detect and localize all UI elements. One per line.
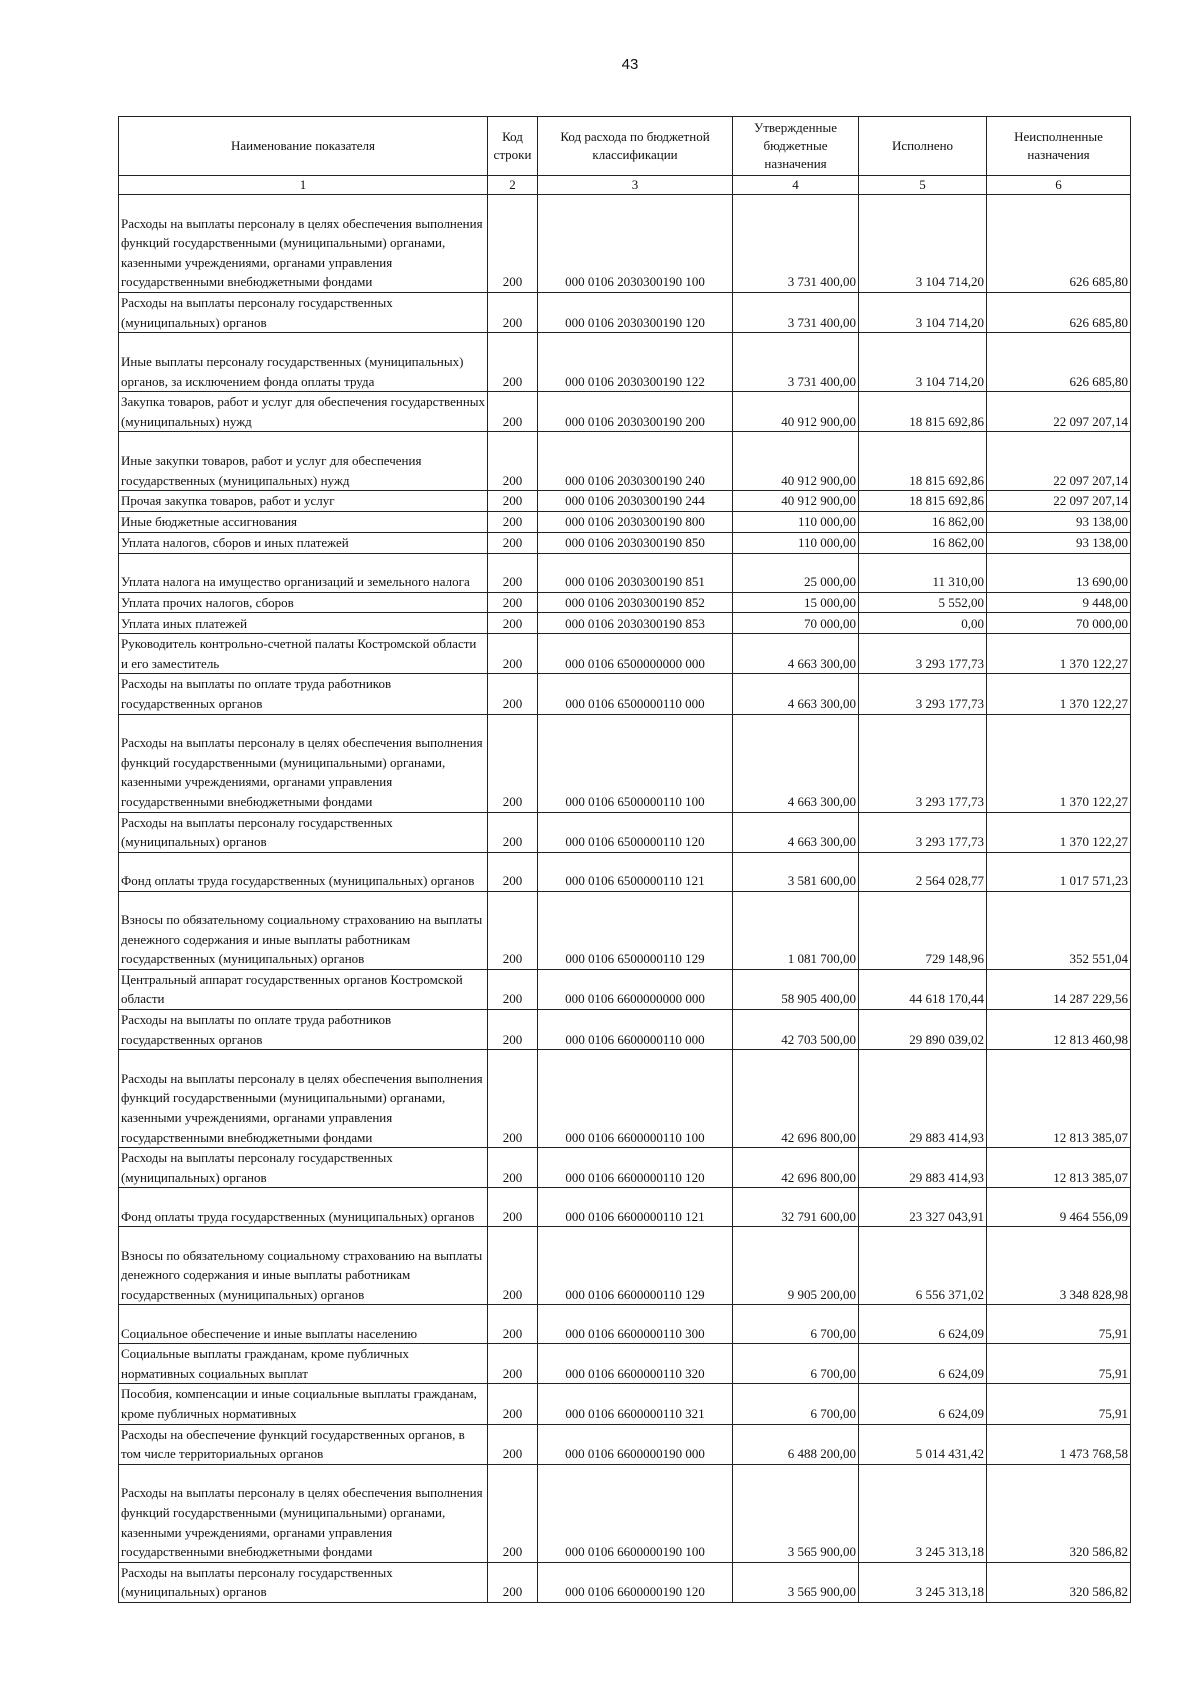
executed-amount-cell: 6 624,09 [859,1305,987,1344]
table-row [119,891,1131,969]
column-number: 4 [733,176,859,195]
executed-amount-cell: 18 815 692,86 [859,392,987,432]
indicator-name-cell: Социальные выплаты гражданам, кроме публичных нормативных социальных выплат [119,1344,488,1384]
unexecuted-amount-cell: 1 017 571,23 [987,852,1131,891]
classification-code-cell: 000 0106 6600000110 121 [538,1188,733,1227]
executed-amount-cell: 18 815 692,86 [859,432,987,491]
executed-amount-cell: 16 862,00 [859,532,987,553]
line-code-cell: 200 [488,714,538,812]
classification-code-cell: 000 0106 2030300190 122 [538,333,733,392]
classification-code-cell: 000 0106 6600000110 320 [538,1344,733,1384]
executed-amount-cell: 18 815 692,86 [859,491,987,512]
indicator-name-cell: Взносы по обязательному социальному страхованию на выплаты денежного содержания и иные выплаты работникам государственных (муниципальных) органов [119,891,488,969]
unexecuted-amount-cell: 22 097 207,14 [987,432,1131,491]
table-row [119,1344,1131,1384]
column-number: 2 [488,176,538,195]
unexecuted-amount-cell: 320 586,82 [987,1562,1131,1602]
approved-amount-cell: 40 912 900,00 [733,432,859,491]
approved-amount-cell: 6 700,00 [733,1344,859,1384]
indicator-name-cell: Расходы на обеспечение функций государственных органов, в том числе территориальных органов [119,1424,488,1464]
line-code-cell: 200 [488,553,538,592]
page-number: 43 [621,56,639,73]
executed-amount-cell: 3 245 313,18 [859,1562,987,1602]
executed-amount-cell: 5 014 431,42 [859,1424,987,1464]
executed-amount-cell: 3 104 714,20 [859,293,987,333]
unexecuted-amount-cell: 626 685,80 [987,293,1131,333]
table-row [119,674,1131,714]
executed-amount-cell: 3 104 714,20 [859,333,987,392]
unexecuted-amount-cell: 9 464 556,09 [987,1188,1131,1227]
indicator-name-cell: Расходы на выплаты персоналу в целях обеспечения выполнения функций государственными (муниципальными) органами, казенными учреждениями, органами управления государственными внебюджетными фондами [119,714,488,812]
approved-amount-cell: 4 663 300,00 [733,812,859,852]
classification-code-cell: 000 0106 6600000110 100 [538,1050,733,1148]
table-row [119,714,1131,812]
unexecuted-amount-cell: 626 685,80 [987,333,1131,392]
indicator-name-cell: Уплата налога на имущество организаций и земельного налога [119,553,488,592]
classification-code-cell: 000 0106 2030300190 200 [538,392,733,432]
approved-amount-cell: 4 663 300,00 [733,634,859,674]
table-row [119,1562,1131,1602]
classification-code-cell: 000 0106 6600000110 300 [538,1305,733,1344]
line-code-cell: 200 [488,969,538,1009]
indicator-name-cell: Уплата налогов, сборов и иных платежей [119,532,488,553]
approved-amount-cell: 70 000,00 [733,613,859,634]
classification-code-cell: 000 0106 6600000190 120 [538,1562,733,1602]
unexecuted-amount-cell: 12 813 460,98 [987,1009,1131,1049]
executed-amount-cell: 29 890 039,02 [859,1009,987,1049]
table-row [119,1384,1131,1424]
indicator-name-cell: Фонд оплаты труда государственных (муниципальных) органов [119,1188,488,1227]
classification-code-cell: 000 0106 6500000110 000 [538,674,733,714]
table-row [119,491,1131,512]
indicator-name-cell: Расходы на выплаты персоналу в целях обеспечения выполнения функций государственными (муниципальными) органами, казенными учреждениями, органами управления государственными внебюджетными фондами [119,1050,488,1148]
classification-code-cell: 000 0106 2030300190 852 [538,592,733,613]
header-line-code: Код строки [488,117,538,176]
classification-code-cell: 000 0106 6600000190 100 [538,1464,733,1562]
line-code-cell: 200 [488,195,538,293]
indicator-name-cell: Расходы на выплаты персоналу в целях обеспечения выполнения функций государственными (муниципальными) органами, казенными учреждениями, органами управления государственными внебюджетными фондами [119,1464,488,1562]
line-code-cell: 200 [488,432,538,491]
table-row [119,432,1131,491]
line-code-cell: 200 [488,1344,538,1384]
indicator-name-cell: Закупка товаров, работ и услуг для обеспечения государственных (муниципальных) нужд [119,392,488,432]
classification-code-cell: 000 0106 6500000110 129 [538,891,733,969]
unexecuted-amount-cell: 75,91 [987,1305,1131,1344]
executed-amount-cell: 3 293 177,73 [859,674,987,714]
table-header-row [119,117,1131,176]
unexecuted-amount-cell: 22 097 207,14 [987,392,1131,432]
indicator-name-cell: Расходы на выплаты по оплате труда работников государственных органов [119,674,488,714]
approved-amount-cell: 3 565 900,00 [733,1464,859,1562]
header-budget-classification-code: Код расхода по бюджетной классификации [538,117,733,176]
line-code-cell: 200 [488,1148,538,1188]
approved-amount-cell: 110 000,00 [733,532,859,553]
classification-code-cell: 000 0106 2030300190 120 [538,293,733,333]
approved-amount-cell: 42 696 800,00 [733,1148,859,1188]
line-code-cell: 200 [488,812,538,852]
indicator-name-cell: Фонд оплаты труда государственных (муниципальных) органов [119,852,488,891]
approved-amount-cell: 42 696 800,00 [733,1050,859,1148]
table-row [119,1424,1131,1464]
line-code-cell: 200 [488,511,538,532]
approved-amount-cell: 15 000,00 [733,592,859,613]
table-row [119,195,1131,293]
unexecuted-amount-cell: 3 348 828,98 [987,1227,1131,1305]
table-row [119,293,1131,333]
budget-execution-table [118,116,1131,1603]
unexecuted-amount-cell: 352 551,04 [987,891,1131,969]
table-row [119,392,1131,432]
line-code-cell: 200 [488,613,538,634]
table-row [119,1050,1131,1148]
line-code-cell: 200 [488,634,538,674]
executed-amount-cell: 5 552,00 [859,592,987,613]
approved-amount-cell: 110 000,00 [733,511,859,532]
header-approved-assignments: Утвержденные бюджетные назначения [733,117,859,176]
unexecuted-amount-cell: 9 448,00 [987,592,1131,613]
unexecuted-amount-cell: 13 690,00 [987,553,1131,592]
classification-code-cell: 000 0106 2030300190 853 [538,613,733,634]
executed-amount-cell: 29 883 414,93 [859,1050,987,1148]
line-code-cell: 200 [488,1050,538,1148]
classification-code-cell: 000 0106 6600000190 000 [538,1424,733,1464]
indicator-name-cell: Уплата иных платежей [119,613,488,634]
indicator-name-cell: Расходы на выплаты персоналу государственных (муниципальных) органов [119,1148,488,1188]
line-code-cell: 200 [488,293,538,333]
unexecuted-amount-cell: 75,91 [987,1344,1131,1384]
header-unexecuted-assignments: Неисполненные назначения [987,117,1131,176]
classification-code-cell: 000 0106 6500000110 100 [538,714,733,812]
executed-amount-cell: 0,00 [859,613,987,634]
table-row [119,852,1131,891]
unexecuted-amount-cell: 12 813 385,07 [987,1148,1131,1188]
line-code-cell: 200 [488,1009,538,1049]
line-code-cell: 200 [488,1424,538,1464]
unexecuted-amount-cell: 1 370 122,27 [987,812,1131,852]
line-code-cell: 200 [488,674,538,714]
table-row [119,511,1131,532]
line-code-cell: 200 [488,1464,538,1562]
unexecuted-amount-cell: 14 287 229,56 [987,969,1131,1009]
unexecuted-amount-cell: 70 000,00 [987,613,1131,634]
indicator-name-cell: Расходы на выплаты персоналу государственных (муниципальных) органов [119,293,488,333]
line-code-cell: 200 [488,1227,538,1305]
indicator-name-cell: Расходы на выплаты персоналу в целях обеспечения выполнения функций государственными (муниципальными) органами, казенными учреждениями, органами управления государственными внебюджетными фондами [119,195,488,293]
classification-code-cell: 000 0106 6500000000 000 [538,634,733,674]
executed-amount-cell: 3 293 177,73 [859,812,987,852]
indicator-name-cell: Иные бюджетные ассигнования [119,511,488,532]
table-row [119,553,1131,592]
indicator-name-cell: Пособия, компенсации и иные социальные выплаты гражданам, кроме публичных нормативных [119,1384,488,1424]
table-row [119,1009,1131,1049]
executed-amount-cell: 6 624,09 [859,1384,987,1424]
executed-amount-cell: 3 104 714,20 [859,195,987,293]
approved-amount-cell: 40 912 900,00 [733,392,859,432]
executed-amount-cell: 729 148,96 [859,891,987,969]
column-number: 3 [538,176,733,195]
indicator-name-cell: Центральный аппарат государственных органов Костромской области [119,969,488,1009]
classification-code-cell: 000 0106 6500000110 121 [538,852,733,891]
classification-code-cell: 000 0106 6600000110 129 [538,1227,733,1305]
approved-amount-cell: 3 731 400,00 [733,195,859,293]
classification-code-cell: 000 0106 2030300190 100 [538,195,733,293]
executed-amount-cell: 6 556 371,02 [859,1227,987,1305]
unexecuted-amount-cell: 320 586,82 [987,1464,1131,1562]
header-executed: Исполнено [859,117,987,176]
line-code-cell: 200 [488,491,538,512]
approved-amount-cell: 25 000,00 [733,553,859,592]
approved-amount-cell: 3 731 400,00 [733,333,859,392]
classification-code-cell: 000 0106 6600000000 000 [538,969,733,1009]
line-code-cell: 200 [488,1562,538,1602]
executed-amount-cell: 3 293 177,73 [859,634,987,674]
classification-code-cell: 000 0106 6600000110 321 [538,1384,733,1424]
table-row [119,969,1131,1009]
approved-amount-cell: 58 905 400,00 [733,969,859,1009]
approved-amount-cell: 3 731 400,00 [733,293,859,333]
line-code-cell: 200 [488,392,538,432]
approved-amount-cell: 6 488 200,00 [733,1424,859,1464]
indicator-name-cell: Расходы на выплаты по оплате труда работников государственных органов [119,1009,488,1049]
table-row [119,532,1131,553]
unexecuted-amount-cell: 93 138,00 [987,511,1131,532]
table-row [119,613,1131,634]
table-row [119,1188,1131,1227]
column-number: 5 [859,176,987,195]
indicator-name-cell: Прочая закупка товаров, работ и услуг [119,491,488,512]
classification-code-cell: 000 0106 2030300190 240 [538,432,733,491]
table-row [119,1464,1131,1562]
table-row [119,812,1131,852]
indicator-name-cell: Иные выплаты персоналу государственных (муниципальных) органов, за исключением фонда оплаты труда [119,333,488,392]
table-row [119,1148,1131,1188]
line-code-cell: 200 [488,1384,538,1424]
line-code-cell: 200 [488,1305,538,1344]
unexecuted-amount-cell: 22 097 207,14 [987,491,1131,512]
unexecuted-amount-cell: 1 370 122,27 [987,634,1131,674]
approved-amount-cell: 32 791 600,00 [733,1188,859,1227]
approved-amount-cell: 4 663 300,00 [733,714,859,812]
approved-amount-cell: 40 912 900,00 [733,491,859,512]
indicator-name-cell: Уплата прочих налогов, сборов [119,592,488,613]
classification-code-cell: 000 0106 6600000110 120 [538,1148,733,1188]
approved-amount-cell: 1 081 700,00 [733,891,859,969]
table-body [119,195,1131,1603]
table-row [119,1227,1131,1305]
approved-amount-cell: 42 703 500,00 [733,1009,859,1049]
unexecuted-amount-cell: 93 138,00 [987,532,1131,553]
executed-amount-cell: 3 245 313,18 [859,1464,987,1562]
approved-amount-cell: 6 700,00 [733,1384,859,1424]
executed-amount-cell: 16 862,00 [859,511,987,532]
unexecuted-amount-cell: 1 370 122,27 [987,674,1131,714]
line-code-cell: 200 [488,333,538,392]
executed-amount-cell: 23 327 043,91 [859,1188,987,1227]
approved-amount-cell: 3 581 600,00 [733,852,859,891]
indicator-name-cell: Расходы на выплаты персоналу государственных (муниципальных) органов [119,812,488,852]
classification-code-cell: 000 0106 2030300190 851 [538,553,733,592]
unexecuted-amount-cell: 75,91 [987,1384,1131,1424]
approved-amount-cell: 6 700,00 [733,1305,859,1344]
unexecuted-amount-cell: 1 473 768,58 [987,1424,1131,1464]
line-code-cell: 200 [488,532,538,553]
executed-amount-cell: 2 564 028,77 [859,852,987,891]
classification-code-cell: 000 0106 2030300190 244 [538,491,733,512]
header-indicator-name: Наименование показателя [119,117,488,176]
line-code-cell: 200 [488,852,538,891]
approved-amount-cell: 3 565 900,00 [733,1562,859,1602]
executed-amount-cell: 44 618 170,44 [859,969,987,1009]
classification-code-cell: 000 0106 6600000110 000 [538,1009,733,1049]
unexecuted-amount-cell: 1 370 122,27 [987,714,1131,812]
classification-code-cell: 000 0106 2030300190 850 [538,532,733,553]
table-row [119,1305,1131,1344]
indicator-name-cell: Руководитель контрольно-счетной палаты Костромской области и его заместитель [119,634,488,674]
classification-code-cell: 000 0106 6500000110 120 [538,812,733,852]
indicator-name-cell: Иные закупки товаров, работ и услуг для обеспечения государственных (муниципальных) нужд [119,432,488,491]
table-row [119,333,1131,392]
executed-amount-cell: 3 293 177,73 [859,714,987,812]
executed-amount-cell: 29 883 414,93 [859,1148,987,1188]
approved-amount-cell: 9 905 200,00 [733,1227,859,1305]
approved-amount-cell: 4 663 300,00 [733,674,859,714]
executed-amount-cell: 6 624,09 [859,1344,987,1384]
executed-amount-cell: 11 310,00 [859,553,987,592]
unexecuted-amount-cell: 626 685,80 [987,195,1131,293]
classification-code-cell: 000 0106 2030300190 800 [538,511,733,532]
line-code-cell: 200 [488,1188,538,1227]
indicator-name-cell: Расходы на выплаты персоналу государственных (муниципальных) органов [119,1562,488,1602]
unexecuted-amount-cell: 12 813 385,07 [987,1050,1131,1148]
table-row [119,592,1131,613]
column-number-row [119,176,1131,195]
line-code-cell: 200 [488,592,538,613]
column-number: 6 [987,176,1131,195]
line-code-cell: 200 [488,891,538,969]
indicator-name-cell: Социальное обеспечение и иные выплаты населению [119,1305,488,1344]
indicator-name-cell: Взносы по обязательному социальному страхованию на выплаты денежного содержания и иные выплаты работникам государственных (муниципальных) органов [119,1227,488,1305]
column-number: 1 [119,176,488,195]
table-row [119,634,1131,674]
